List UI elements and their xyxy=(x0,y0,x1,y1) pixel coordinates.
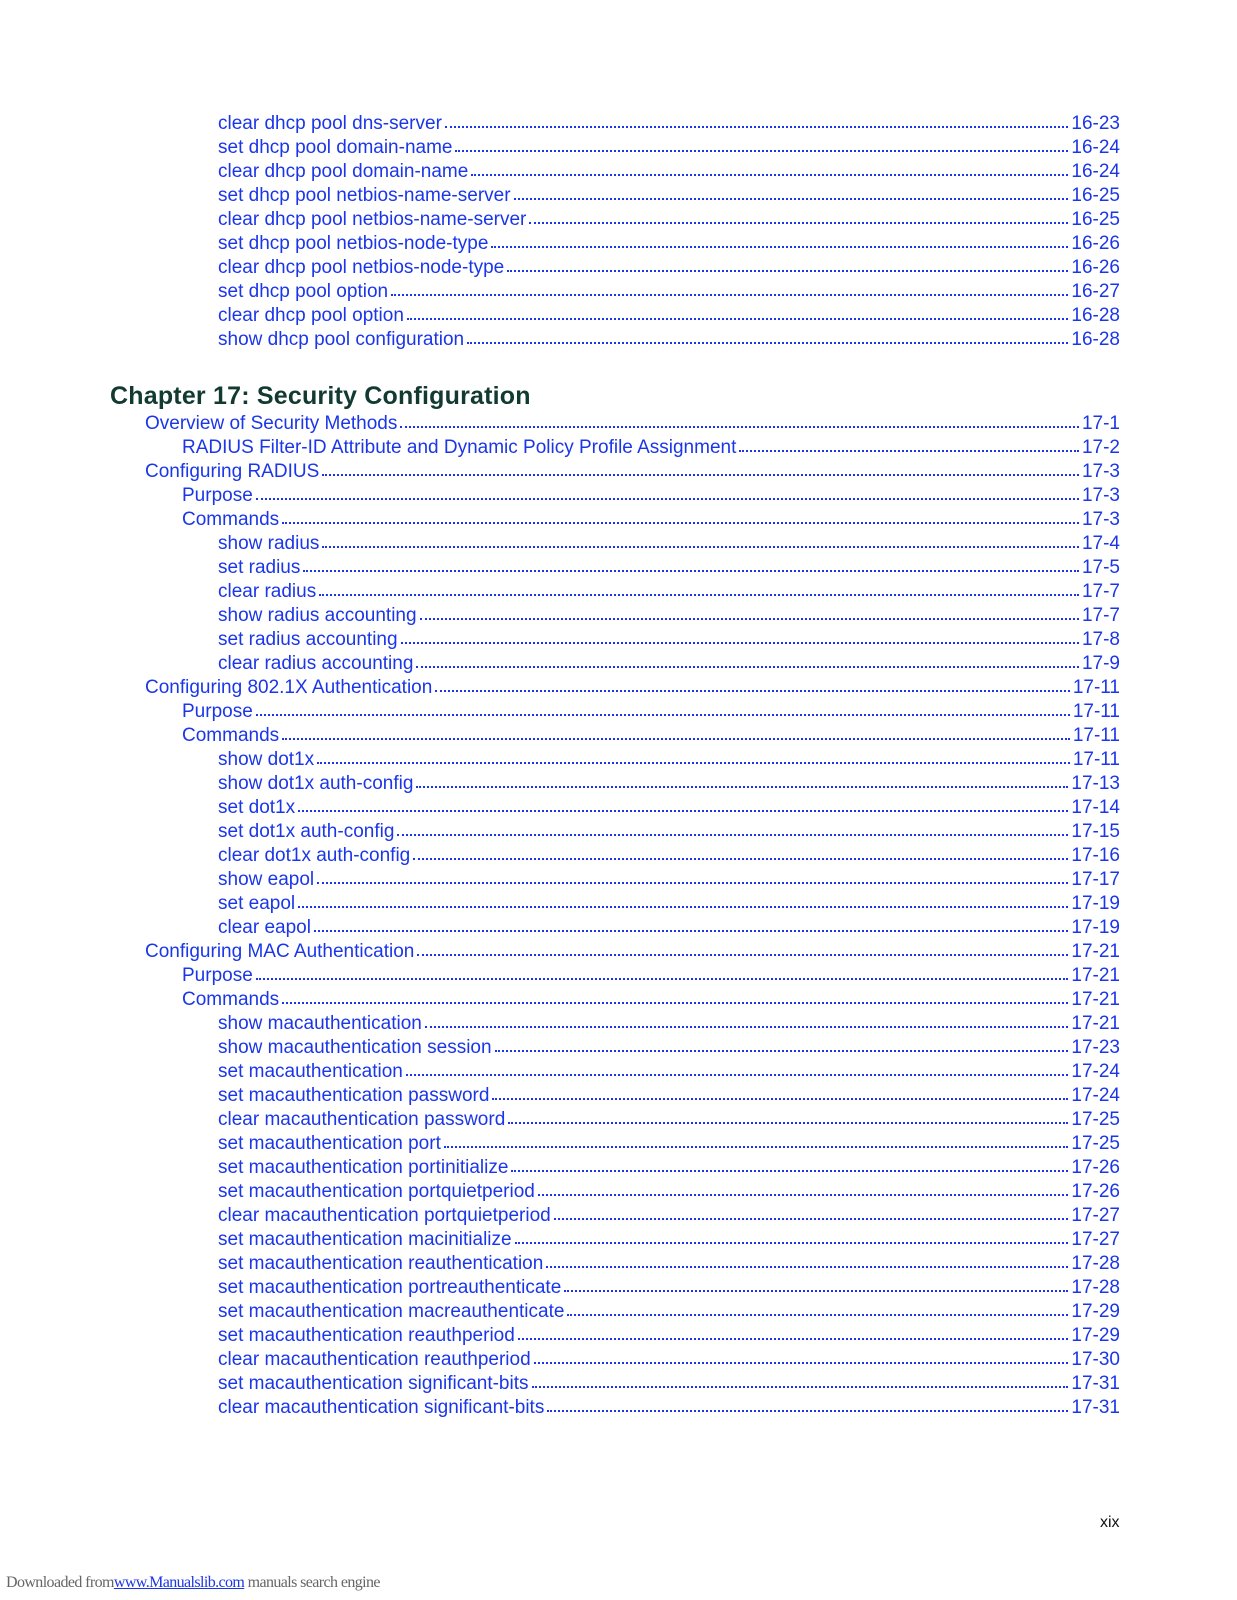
toc-dot-leader xyxy=(401,637,1079,644)
toc-dot-leader xyxy=(546,1261,1068,1268)
toc-entry-page: 17-11 xyxy=(1072,701,1120,722)
toc-entry-page: 17-11 xyxy=(1072,725,1120,746)
toc-entry-page: 17-19 xyxy=(1071,893,1120,914)
toc-entry[interactable] xyxy=(218,1252,1130,1276)
toc-entry[interactable] xyxy=(218,280,1130,304)
toc-entry[interactable] xyxy=(218,1204,1130,1228)
footer-link[interactable]: www.Manualslib.com xyxy=(113,1574,245,1591)
toc-entry[interactable] xyxy=(182,988,1130,1012)
toc-dot-leader xyxy=(467,337,1068,344)
toc-entry-title: clear radius xyxy=(218,581,317,602)
toc-dot-leader xyxy=(407,313,1068,320)
toc-dot-leader xyxy=(282,517,1079,524)
toc-entry[interactable] xyxy=(182,964,1130,988)
toc-entry-page: 17-25 xyxy=(1071,1109,1120,1130)
toc-entry[interactable] xyxy=(182,700,1130,724)
toc-dot-leader xyxy=(567,1309,1068,1316)
toc-entry[interactable] xyxy=(218,304,1130,328)
footer-prefix: Downloaded from xyxy=(6,1574,114,1591)
toc-entry-title: set macauthentication significant-bits xyxy=(218,1373,529,1394)
toc-dot-leader xyxy=(282,733,1070,740)
toc-entry[interactable] xyxy=(218,232,1130,256)
page-number: xix xyxy=(1100,1514,1120,1531)
toc-entry[interactable] xyxy=(218,208,1130,232)
toc-dot-leader xyxy=(435,685,1069,692)
toc-dot-leader xyxy=(444,1141,1069,1148)
toc-dot-leader xyxy=(322,541,1079,548)
toc-dot-leader xyxy=(518,1333,1069,1340)
toc-entry-title: Purpose xyxy=(182,701,253,722)
toc-entry-title: clear macauthentication significant-bits xyxy=(218,1397,545,1418)
toc-dot-leader xyxy=(298,805,1068,812)
toc-dot-leader xyxy=(314,925,1068,932)
toc-dot-leader xyxy=(406,1069,1069,1076)
toc-dot-leader xyxy=(515,1237,1069,1244)
toc-entry-page: 17-28 xyxy=(1071,1277,1120,1298)
toc-entry[interactable] xyxy=(218,1300,1130,1324)
toc-entry[interactable] xyxy=(145,940,1130,964)
toc-dot-leader xyxy=(492,1093,1068,1100)
toc-entry-title: clear dhcp pool netbios-name-server xyxy=(218,209,527,230)
toc-entry-title: RADIUS Filter-ID Attribute and Dynamic Policy Profile Assignment xyxy=(182,437,737,458)
toc-dot-leader xyxy=(739,445,1079,452)
toc-entry-title: show macauthentication session xyxy=(218,1037,492,1058)
toc-entry-title: set macauthentication port xyxy=(218,1133,441,1154)
toc-entry-title: show radius xyxy=(218,533,320,554)
toc-entry-page: 17-7 xyxy=(1081,605,1120,626)
toc-entry[interactable] xyxy=(218,1036,1130,1060)
toc-entry-title: Overview of Security Methods xyxy=(145,413,398,434)
toc-entry-title: set dhcp pool domain-name xyxy=(218,137,453,158)
toc-entry[interactable] xyxy=(218,1324,1130,1348)
toc-entry-page: 17-7 xyxy=(1081,581,1120,602)
toc-entry[interactable] xyxy=(218,772,1130,796)
toc-entry[interactable] xyxy=(218,136,1130,160)
toc-dot-leader xyxy=(319,589,1079,596)
toc-entry-title: set macauthentication password xyxy=(218,1085,490,1106)
toc-dot-leader xyxy=(491,241,1068,248)
toc-entry-page: 17-3 xyxy=(1081,509,1120,530)
toc-entry-title: Configuring RADIUS xyxy=(145,461,320,482)
toc-entry-page: 17-15 xyxy=(1071,821,1120,842)
toc-dot-leader xyxy=(547,1405,1068,1412)
toc-entry[interactable] xyxy=(218,1060,1130,1084)
toc-entry-page: 17-11 xyxy=(1072,749,1120,770)
toc-entry-title: clear macauthentication portquietperiod xyxy=(218,1205,551,1226)
toc-entry[interactable] xyxy=(218,1228,1130,1252)
toc-entry-title: show dot1x xyxy=(218,749,315,770)
toc-entry-page: 17-29 xyxy=(1071,1325,1120,1346)
toc-dot-leader xyxy=(282,997,1068,1004)
toc-entry-title: set radius accounting xyxy=(218,629,398,650)
toc-entry[interactable] xyxy=(218,1180,1130,1204)
toc-dot-leader xyxy=(298,901,1068,908)
toc-dot-leader xyxy=(416,781,1068,788)
toc-entry-page: 17-29 xyxy=(1071,1301,1120,1322)
toc-entry[interactable] xyxy=(218,256,1130,280)
toc-entry[interactable] xyxy=(145,676,1130,700)
toc-dot-leader xyxy=(425,1021,1069,1028)
toc-entry-page: 17-9 xyxy=(1081,653,1120,674)
toc-entry-page: 17-31 xyxy=(1071,1373,1120,1394)
toc-entry[interactable] xyxy=(218,1012,1130,1036)
toc-entry[interactable] xyxy=(218,916,1130,940)
toc-dot-leader xyxy=(391,289,1068,296)
toc-dot-leader xyxy=(417,949,1068,956)
toc-dot-leader xyxy=(400,421,1079,428)
toc-entry[interactable] xyxy=(218,820,1130,844)
toc-entry-title: set macauthentication macreauthenticate xyxy=(218,1301,565,1322)
toc-entry-page: 16-23 xyxy=(1071,113,1120,134)
toc-dot-leader xyxy=(564,1285,1068,1292)
toc-entry[interactable] xyxy=(218,628,1130,652)
toc-dot-leader xyxy=(511,1165,1068,1172)
toc-entry-title: set macauthentication portquietperiod xyxy=(218,1181,535,1202)
toc-entry-title: set dot1x xyxy=(218,797,296,818)
toc-entry[interactable] xyxy=(218,112,1130,136)
toc-dot-leader xyxy=(554,1213,1069,1220)
toc-dot-leader xyxy=(317,757,1070,764)
toc-entry-title: Commands xyxy=(182,989,280,1010)
toc-entry-page: 17-27 xyxy=(1071,1229,1120,1250)
toc-entry-page: 17-21 xyxy=(1071,1013,1120,1034)
toc-entry-page: 17-1 xyxy=(1081,413,1120,434)
footer-suffix: manuals search engine xyxy=(244,1574,380,1591)
toc-dot-leader xyxy=(413,853,1068,860)
toc-dot-leader xyxy=(529,217,1068,224)
toc-entry-title: clear macauthentication password xyxy=(218,1109,506,1130)
toc-entry-page: 17-4 xyxy=(1081,533,1120,554)
toc-entry-title: Configuring 802.1X Authentication xyxy=(145,677,433,698)
toc-entry-title: clear dot1x auth-config xyxy=(218,845,411,866)
toc-entry-title: clear dhcp pool domain-name xyxy=(218,161,469,182)
toc-entry-title: Configuring MAC Authentication xyxy=(145,941,415,962)
toc-entry[interactable] xyxy=(218,1108,1130,1132)
toc-entry-page: 17-3 xyxy=(1081,485,1120,506)
toc-dot-leader xyxy=(445,121,1069,128)
toc-dot-leader xyxy=(256,493,1079,500)
toc-entry-page: 16-24 xyxy=(1071,161,1120,182)
toc-entry[interactable] xyxy=(218,1372,1130,1396)
toc-dot-leader xyxy=(256,709,1070,716)
toc-entry-page: 17-5 xyxy=(1081,557,1120,578)
toc-entry[interactable] xyxy=(218,328,1130,352)
toc-entry-page: 17-26 xyxy=(1071,1181,1120,1202)
toc-entry[interactable] xyxy=(218,580,1130,604)
toc-entry-page: 17-23 xyxy=(1071,1037,1120,1058)
toc-dot-leader xyxy=(455,145,1068,152)
toc-dot-leader xyxy=(538,1189,1069,1196)
toc-entry[interactable] xyxy=(218,868,1130,892)
toc-entry[interactable] xyxy=(182,484,1130,508)
toc-entry[interactable] xyxy=(218,1276,1130,1300)
toc-entry-title: set eapol xyxy=(218,893,296,914)
toc-entry-page: 16-24 xyxy=(1071,137,1120,158)
toc-entry-page: 17-21 xyxy=(1071,989,1120,1010)
footer xyxy=(6,1574,380,1592)
toc-entry-title: set macauthentication portreauthenticate xyxy=(218,1277,562,1298)
toc-dot-leader xyxy=(322,469,1079,476)
toc-dot-leader xyxy=(416,661,1079,668)
toc-dot-leader xyxy=(507,265,1068,272)
toc-entry-page: 17-28 xyxy=(1071,1253,1120,1274)
toc-dot-leader xyxy=(256,973,1069,980)
toc-entry-title: set macauthentication portinitialize xyxy=(218,1157,509,1178)
toc-entry-page: 17-24 xyxy=(1071,1061,1120,1082)
toc-entry-title: show macauthentication xyxy=(218,1013,422,1034)
toc-dot-leader xyxy=(317,877,1068,884)
toc-entry-title: set dhcp pool netbios-node-type xyxy=(218,233,489,254)
toc-entry-page: 16-28 xyxy=(1071,305,1120,326)
toc-entry[interactable] xyxy=(145,460,1130,484)
toc-entry-title: clear radius accounting xyxy=(218,653,414,674)
toc-entry-title: Purpose xyxy=(182,965,253,986)
toc-entry[interactable] xyxy=(218,604,1130,628)
toc-entry-page: 17-11 xyxy=(1072,677,1120,698)
toc-entry[interactable] xyxy=(218,556,1130,580)
toc-dot-leader xyxy=(508,1117,1068,1124)
toc-entry[interactable] xyxy=(218,160,1130,184)
toc-entry[interactable] xyxy=(218,1156,1130,1180)
toc-dot-leader xyxy=(397,829,1068,836)
toc-entry-page: 17-13 xyxy=(1071,773,1120,794)
toc-entry-page: 17-17 xyxy=(1071,869,1120,890)
toc-entry-page: 16-26 xyxy=(1071,233,1120,254)
toc-entry-page: 16-25 xyxy=(1071,209,1120,230)
toc-entry-title: Commands xyxy=(182,509,280,530)
toc-entry-page: 17-14 xyxy=(1071,797,1120,818)
toc-entry-title: clear dhcp pool option xyxy=(218,305,404,326)
toc-entry-title: set radius xyxy=(218,557,301,578)
toc-entry-title: clear dhcp pool netbios-node-type xyxy=(218,257,505,278)
toc-entry-page: 16-25 xyxy=(1071,185,1120,206)
toc-dot-leader xyxy=(514,193,1069,200)
toc-entry[interactable] xyxy=(218,1132,1130,1156)
toc-dot-leader xyxy=(534,1357,1069,1364)
toc-entry[interactable] xyxy=(182,724,1130,748)
toc-entry[interactable] xyxy=(182,436,1130,460)
toc-entry-title: show dot1x auth-config xyxy=(218,773,414,794)
toc-entry-title: set dot1x auth-config xyxy=(218,821,395,842)
toc-entry-title: clear dhcp pool dns-server xyxy=(218,113,442,134)
toc-entry-page: 17-16 xyxy=(1071,845,1120,866)
toc-entry-page: 17-30 xyxy=(1071,1349,1120,1370)
toc-entry[interactable] xyxy=(218,796,1130,820)
toc-entry-page: 17-25 xyxy=(1071,1133,1120,1154)
toc-entry-title: clear macauthentication reauthperiod xyxy=(218,1349,531,1370)
toc-entry-title: set dhcp pool option xyxy=(218,281,389,302)
toc-dot-leader xyxy=(471,169,1068,176)
toc-entry[interactable] xyxy=(218,892,1130,916)
toc-entry-page: 17-27 xyxy=(1071,1205,1120,1226)
toc-entry-page: 17-31 xyxy=(1071,1397,1120,1418)
toc-entry[interactable] xyxy=(218,652,1130,676)
toc-entry-page: 17-21 xyxy=(1071,941,1120,962)
toc-entry-title: Commands xyxy=(182,725,280,746)
toc-entry-page: 17-3 xyxy=(1081,461,1120,482)
toc-dot-leader xyxy=(420,613,1079,620)
toc-entry-title: Purpose xyxy=(182,485,253,506)
toc-entry[interactable] xyxy=(145,412,1130,436)
toc-entry-page: 17-26 xyxy=(1071,1157,1120,1178)
toc-entry[interactable] xyxy=(218,844,1130,868)
toc-entry-title: set macauthentication macinitialize xyxy=(218,1229,512,1250)
toc-entry[interactable] xyxy=(218,1348,1130,1372)
toc-entry[interactable] xyxy=(182,508,1130,532)
chapter-heading: Chapter 17: Security Configuration xyxy=(110,382,531,410)
toc-entry-title: show radius accounting xyxy=(218,605,417,626)
toc-entry[interactable] xyxy=(218,184,1130,208)
toc-entry-title: set macauthentication reauthperiod xyxy=(218,1325,515,1346)
toc-dot-leader xyxy=(303,565,1079,572)
toc-entry-page: 17-19 xyxy=(1071,917,1120,938)
toc-entry-page: 16-28 xyxy=(1071,329,1120,350)
toc-entry[interactable] xyxy=(218,532,1130,556)
toc-entry-title: set macauthentication xyxy=(218,1061,403,1082)
toc-entry-page: 17-24 xyxy=(1071,1085,1120,1106)
toc-entry-page: 17-2 xyxy=(1081,437,1120,458)
toc-dot-leader xyxy=(532,1381,1069,1388)
toc-entry-page: 16-27 xyxy=(1071,281,1120,302)
toc-section-chapter-17 xyxy=(0,412,1237,1420)
toc-entry[interactable] xyxy=(218,748,1130,772)
toc-entry-page: 17-21 xyxy=(1071,965,1120,986)
toc-entry-title: show eapol xyxy=(218,869,315,890)
toc-entry-title: show dhcp pool configuration xyxy=(218,329,465,350)
toc-entry-page: 17-8 xyxy=(1081,629,1120,650)
toc-entry[interactable] xyxy=(218,1084,1130,1108)
toc-entry-title: set dhcp pool netbios-name-server xyxy=(218,185,511,206)
toc-dot-leader xyxy=(495,1045,1069,1052)
toc-entry-title: set macauthentication reauthentication xyxy=(218,1253,544,1274)
toc-entry[interactable] xyxy=(218,1396,1130,1420)
toc-entry-page: 16-26 xyxy=(1071,257,1120,278)
toc-section-chapter-16 xyxy=(0,112,1237,352)
toc-entry-title: clear eapol xyxy=(218,917,311,938)
